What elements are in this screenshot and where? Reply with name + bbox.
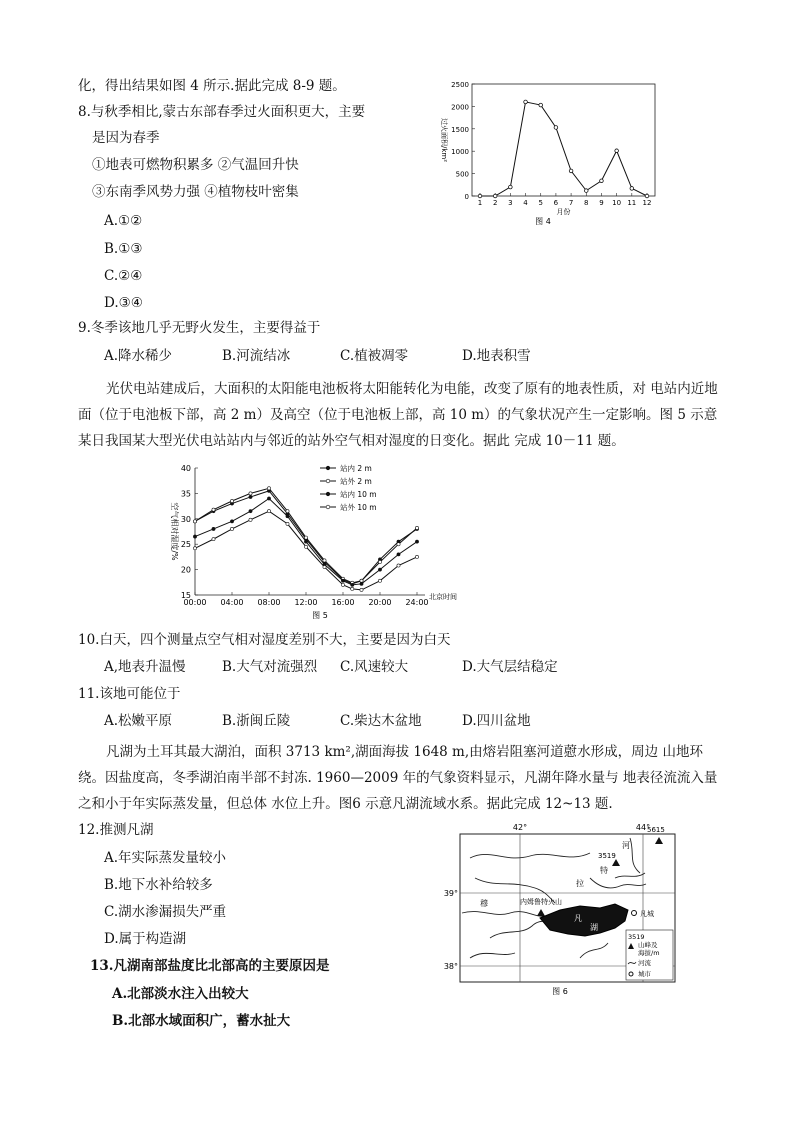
q8-stem-line1: 8.与秋季相比,蒙古东部春季过火面积更大，主要 [78,104,366,120]
lon-label-44: 44° [635,823,651,832]
q8-option-c[interactable]: C.②④ [104,268,143,284]
volcano-icon [537,909,545,916]
fig5-xtick-label: 08:00 [257,598,281,607]
intro-line: 化，得出结果如图 4 所示.据此完成 8-9 题。 [78,78,346,94]
fig5-legend-label-3: 站内 10 m [340,490,377,499]
q8-option-a[interactable]: A.①② [104,213,143,229]
figure-5-chart [160,460,480,620]
fig5-series-3-point [351,583,354,586]
lat-label-38: 38° [443,962,458,971]
q8-statements-1: ①地表可燃物积累多 ②气温回升快 [92,157,299,173]
fig4-series-line [480,102,647,196]
fig5-series-2-point [249,492,252,495]
q10-stem: 10.白天，四个测量点空气相对湿度差别不大，主要是因为白天 [78,632,451,648]
fig5-series-3-point [249,510,252,513]
lat-label-39: 39° [443,889,458,898]
fig5-series-4-point [415,555,418,558]
q9-option-c[interactable]: C.植被凋零 [340,348,409,364]
q9-option-d[interactable]: D.地表积雪 [462,348,531,364]
figure-6-caption: 图 6 [552,987,568,996]
q9-option-a[interactable]: A.降水稀少 [104,348,173,364]
q10-option-b[interactable]: B.大气对流强烈 [222,659,318,675]
fig5-series-2-point [360,579,363,582]
fig5-series-4-point [286,522,289,525]
fig4-ytick-label: 500 [455,170,469,179]
fig5-ylabel: 空气相对湿度/% [170,502,179,561]
q8-option-b[interactable]: B.①③ [104,241,143,257]
fig5-series-2-point [212,508,215,511]
fig5-series-3-point [193,535,196,538]
fig4-xtick-label: 5 [538,199,543,207]
volcano-label: 内姆鲁特火山 [520,898,562,906]
q8-option-d[interactable]: D.③④ [104,295,143,311]
q12-option-b[interactable]: B.地下水补给较多 [104,877,213,893]
q10-option-c[interactable]: C.风速较大 [340,659,409,675]
q8-stem-line2: 是因为春季 [92,130,160,146]
figure-5-caption: 图 5 [312,611,328,620]
fig5-series-4-point [341,583,344,586]
fig5-ytick-label: 15 [180,591,191,600]
fig5-series-2-point [415,526,418,529]
fig4-xtick-label: 1 [477,199,483,207]
fig5-legend-marker-1 [326,466,330,470]
fig4-point [509,185,513,189]
fig5-series-3-point [212,527,215,530]
fig4-xtick-label: 10 [612,199,622,207]
river-label-1: 河 [622,841,630,850]
fig4-point [645,194,649,198]
fig5-legend-marker-3 [326,492,330,496]
fig5-xlabel: 北京时间 [429,593,457,601]
fig4-xtick-label: 3 [508,199,513,207]
river-label-3: 拉 [576,879,584,888]
fig4-point [493,194,497,198]
fig5-legend-label-2: 站外 2 m [340,477,372,486]
fig4-plot-frame [472,84,655,196]
fig5-series-4-point [304,545,307,548]
fig5-legend-label-4: 站外 10 m [340,503,377,512]
fig5-series-4-point [378,579,381,582]
fig5-series-3-point [378,568,381,571]
q12-option-d[interactable]: D.属于构造湖 [104,931,187,947]
fig5-series-2-point [230,499,233,502]
fig5-series-3-point [267,497,270,500]
fig4-ytick-label: 2000 [451,103,469,112]
fig5-xtick-label: 04:00 [220,598,244,607]
q12-stem: 12.推测凡湖 [78,822,154,838]
fig5-xtick-label: 12:00 [294,598,318,607]
fig5-series-4-point [351,587,354,590]
fig4-xtick-label: 4 [523,199,528,207]
q10-option-d[interactable]: D.大气层结稳定 [462,659,558,675]
fig4-point [478,194,482,198]
river-label-4: 穆 [480,899,488,908]
fig5-series-line-2 [195,488,417,582]
passage-van-lake: 凡湖为土耳其最大湖泊，面积 3713 km²,湖面海拔 1648 m,由熔岩阻塞河道藯水形成，周边 山地环绕。因盐度高，冬季湖泊南半部不封冻. 1960—2009 年的气象资料显示，凡湖年降水量与 地表径流流入量之和小于年实际蒸发量，但总体 水位上升。图6 示意凡湖流域水系。据此完成 12~13 题. [78,744,718,812]
fig5-series-4-point [212,538,215,541]
q11-option-a[interactable]: A.松嫩平原 [104,713,173,729]
fig5-series-4-point [323,565,326,568]
q13-option-a[interactable]: A.北部淡水注入出较大 [112,986,249,1002]
fig4-xtick-label: 8 [584,199,589,207]
fig4-point [615,149,619,153]
peak-5615-label: 5615 [647,826,665,834]
fig4-point [539,103,543,107]
fig5-series-3-point [360,582,363,585]
fig5-series-2-point [304,536,307,539]
fig5-series-4-point [249,518,252,521]
lon-label-42: 42° [512,823,528,832]
legend-peak-label-2: 海拔/m [638,949,660,957]
fig5-series-4-point [230,527,233,530]
fig5-series-3-point [286,515,289,518]
passage-photovoltaic: 光伏电站建成后，大面积的太阳能电池板将太阳能转化为电能，改变了原有的地表性质，对 电站内近地面（位于电池板下部，高 2 m）及高空（位于电池板上部，高 10 m）的气象状况产生一定影响。图 5 示意某日我国某大型光伏电站站内与邻近的站外空气相对湿度的日变化。据此 完成 10－11 题。 [78,381,718,449]
fig4-xtick-label: 6 [553,199,559,207]
legend-city-label: 城市 [638,970,651,978]
fig4-point [554,126,558,130]
q8-statements-2: ③东南季风势力强 ④植物枝叶密集 [92,184,299,200]
fig5-series-3-point [415,540,418,543]
fig5-legend-marker-2 [326,479,330,483]
figure-6-map [443,818,680,1013]
fig4-point [600,179,604,183]
city-icon [632,911,637,916]
city-label: 凡城 [640,910,654,918]
fig4-point [584,189,588,193]
q13-stem: 13.凡湖南部盐度比北部高的主要原因是 [90,958,330,974]
fig5-ytick-label: 35 [180,489,191,499]
fig5-series-3-point [230,520,233,523]
q12-option-c[interactable]: C.湖水渗漏损失严重 [104,904,227,920]
fig5-xtick-label: 24:00 [405,598,429,607]
fig5-series-2-point [378,560,381,563]
van-lake [540,904,628,936]
peak-5615-icon [655,837,663,844]
fig4-ylabel: 过火面积/km² [440,117,448,163]
figure-4-caption: 图 4 [535,217,551,226]
fig4-point [630,187,634,191]
fig5-series-2-point [286,510,289,513]
fig5-series-4-point [397,564,400,567]
fig5-series-3-point [397,553,400,556]
fig5-ytick-label: 30 [180,514,191,524]
fig4-point [569,169,573,173]
fig5-series-2-point [193,520,196,523]
fig4-xtick-label: 11 [627,199,637,207]
q9-option-b[interactable]: B.河流结冰 [222,348,291,364]
peak-3519-icon [612,859,620,866]
fig4-ytick-label: 0 [464,193,469,201]
lake-label-fan: 凡 [574,914,582,923]
q11-option-c[interactable]: C.柴达木盆地 [340,713,422,729]
legend-peak-value: 3519 [628,933,645,941]
fig5-ytick-label: 25 [180,540,191,550]
fig5-series-4-point [193,547,196,550]
fig5-series-3-point [341,579,344,582]
river-label-2: 特 [600,866,608,875]
fig5-legend-marker-4 [326,505,330,509]
fig4-xtick-label: 9 [599,199,604,207]
fig4-xlabel: 月份 [556,208,571,216]
fig4-xtick-label: 12 [642,199,652,207]
fig5-series-1-point [249,495,252,498]
fig5-series-2-point [397,543,400,546]
fig4-ytick-label: 1000 [451,148,469,157]
fig4-xtick-label: 7 [568,199,574,207]
fig5-series-2-point [323,559,326,562]
fig5-series-4-point [267,510,270,513]
fig4-xtick-label: 2 [492,199,498,207]
fig4-ytick-label: 2500 [451,81,469,89]
fig5-series-2-point [267,487,270,490]
legend-city-icon [629,972,633,976]
q12-option-a[interactable]: A.年实际蒸发量较小 [104,850,227,866]
q9-stem: 9.冬季该地几乎无野火发生，主要得益于 [78,320,321,336]
q10-option-a[interactable]: A,地表升温慢 [104,659,186,675]
q13-option-b[interactable]: B.北部水域面积广，蓄水扯大 [112,1013,291,1029]
fig4-ytick-label: 1500 [451,125,469,134]
legend-peak-label-1: 山峰及 [638,941,658,949]
fig4-point [524,100,528,104]
legend-river-label: 河流 [638,959,651,967]
lake-label-hu: 湖 [590,923,598,932]
figure-4-chart [430,76,660,226]
fig5-xtick-label: 16:00 [331,598,355,607]
fig5-series-4-point [360,588,363,591]
peak-3519-label: 3519 [598,852,616,860]
fig5-xtick-label: 20:00 [368,598,392,607]
q11-option-b[interactable]: B.浙闽丘陵 [222,713,291,729]
fig5-xtick-label: 00:00 [183,598,207,607]
q11-option-d[interactable]: D.四川盆地 [462,713,531,729]
q11-stem: 11.该地可能位于 [78,686,181,702]
fig5-ytick-label: 40 [180,464,191,473]
fig5-series-3-point [304,540,307,543]
fig5-ytick-label: 20 [180,565,191,575]
fig5-legend-label-1: 站内 2 m [340,464,372,473]
